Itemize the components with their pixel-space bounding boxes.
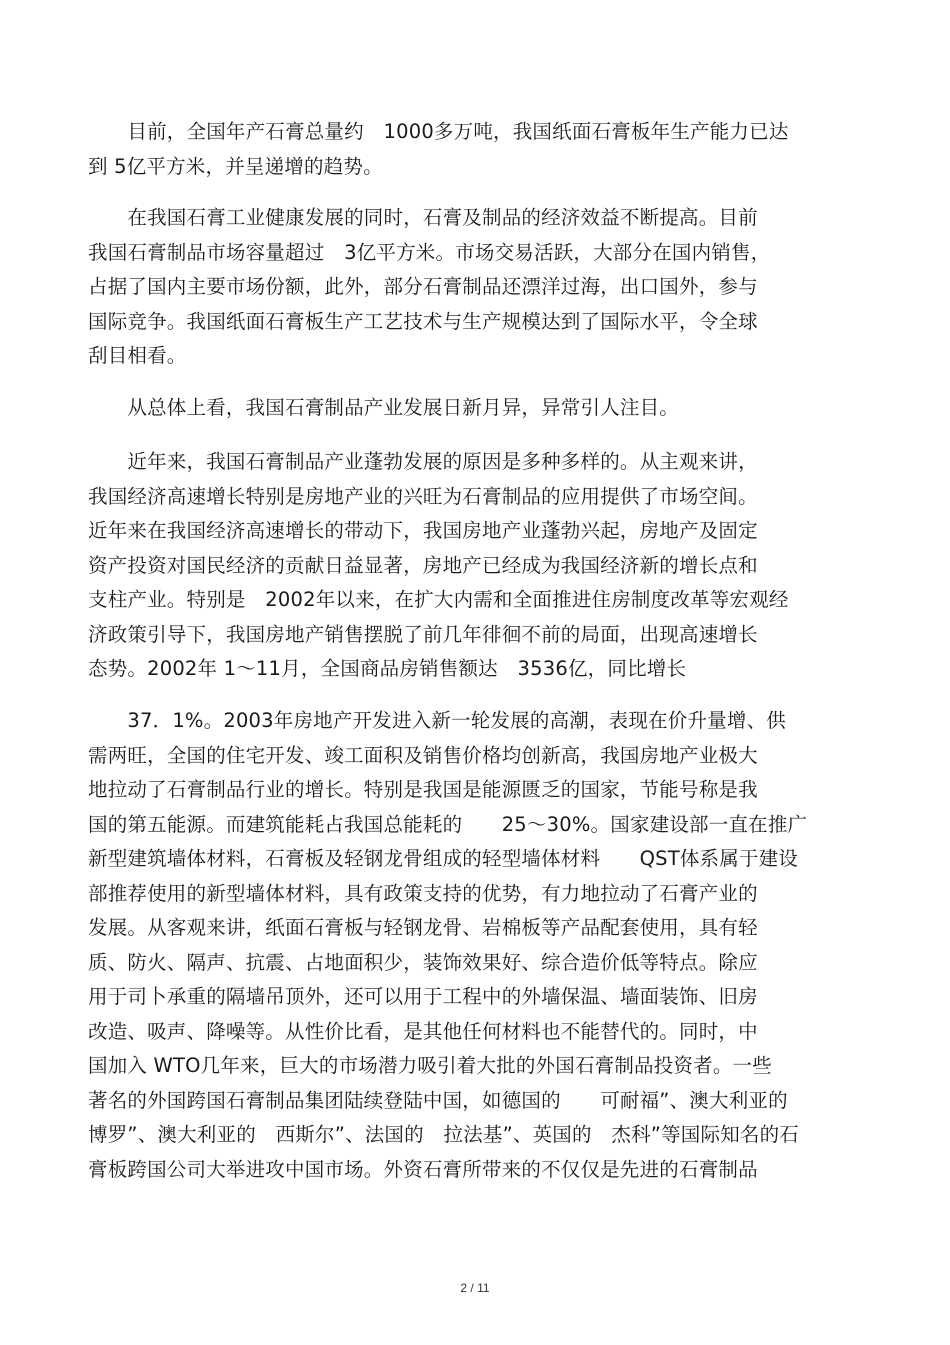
text-line: 地拉动了石膏制品行业的增长。特别是我国是能源匮乏的国家，节能号称是我: [88, 778, 758, 801]
text-line: 质、防火、隔声、抗震、占地面积少，装饰效果好、综合造价低等特点。除应: [88, 950, 758, 974]
paragraph-3: [88, 391, 868, 426]
paragraph-2: [88, 201, 868, 374]
text-line: 膏板跨国公司大举进攻中国市场。外资石膏所带来的不仅仅是先进的石膏制品: [88, 1157, 758, 1181]
text-line: 目前，全国年产石膏总量约 1000多万吨，我国纸面石膏板年生产能力已达: [88, 120, 789, 143]
text-line: 支柱产业。特别是 2002年以来，在扩大内需和全面推进住房制度改革等宏观经: [88, 588, 789, 611]
paragraph-1: [88, 115, 868, 184]
paragraph-5: [88, 704, 868, 1187]
text-line: 部推荐使用的新型墙体材料，具有政策支持的优势，有力地拉动了石膏产业的: [88, 881, 758, 905]
paragraph-4: [88, 445, 868, 687]
text-line: 国的第五能源。而建筑能耗占我国总能耗的 25～30%。国家建设部一直在推广: [88, 812, 808, 836]
text-line: 新型建筑墙体材料，石膏板及轻钢龙骨组成的轻型墙体材料 QST体系属于建设: [88, 847, 799, 870]
text-line: 国际竞争。我国纸面石膏板生产工艺技术与生产规模达到了国际水平，令全球: [88, 309, 758, 333]
text-line: 近年来，我国石膏制品产业蓬勃发展的原因是多种多样的。从主观来讲，: [88, 450, 758, 473]
text-line: 改造、吸声、降噪等。从性价比看，是其他任何材料也不能替代的。同时，中: [88, 1019, 758, 1043]
text-line: 国加入 WTO几年来，巨大的市场潜力吸引着大批的外国石膏制品投资者。一些: [88, 1054, 772, 1077]
text-line: 著名的外国跨国石膏制品集团陆续登陆中国，如德国的 可耐福”、澳大利亚的: [88, 1088, 788, 1112]
text-line: 资产投资对国民经济的贡献日益显著，房地产已经成为我国经济新的增长点和: [88, 553, 758, 577]
text-line: 态势。2002年 1～11月，全国商品房销售额达 3536亿，同比增长: [88, 657, 687, 680]
text-line: 我国石膏制品市场容量超过 3亿平方米。市场交易活跃，大部分在国内销售，: [88, 240, 771, 264]
text-line: 近年来在我国经济高速增长的带动下，我国房地产业蓬勃兴起，房地产及固定: [88, 519, 758, 542]
text-line: 博罗”、澳大利亚的 西斯尔”、法国的 拉法基”、英国的 杰科”等国际知名的石: [88, 1123, 800, 1146]
page-number: 2 / 11: [460, 1281, 490, 1295]
text-line: 到 5亿平方米，并呈递增的趋势。: [88, 154, 383, 178]
text-line: 占据了国内主要市场份额，此外，部分石膏制品还漂洋过海，出口国外，参与: [88, 275, 758, 298]
text-line: 刮目相看。: [88, 344, 187, 367]
text-line: 37．1%。2003年房地产开发进入新一轮发展的高潮，表现在价升量增、供: [88, 709, 786, 732]
text-line: 在我国石膏工业健康发展的同时，石膏及制品的经济效益不断提高。目前: [88, 206, 758, 229]
text-line: 需两旺，全国的住宅开发、竣工面积及销售价格均创新高，我国房地产业极大: [88, 743, 758, 767]
text-line: 用于司卜承重的隔墙吊顶外，还可以用于工程中的外墙保温、墙面装饰、旧房: [88, 985, 758, 1008]
text-line: 从总体上看，我国石膏制品产业发展日新月异，异常引人注目。: [88, 396, 680, 419]
text-line: 我国经济高速增长特别是房地产业的兴旺为石膏制品的应用提供了市场空间。: [88, 484, 758, 508]
text-line: 济政策引导下，我国房地产销售摆脱了前几年徘徊不前的局面，出现高速增长: [88, 622, 758, 646]
text-line: 发展。从客观来讲，纸面石膏板与轻钢龙骨、岩棉板等产品配套使用，具有轻: [88, 916, 758, 939]
